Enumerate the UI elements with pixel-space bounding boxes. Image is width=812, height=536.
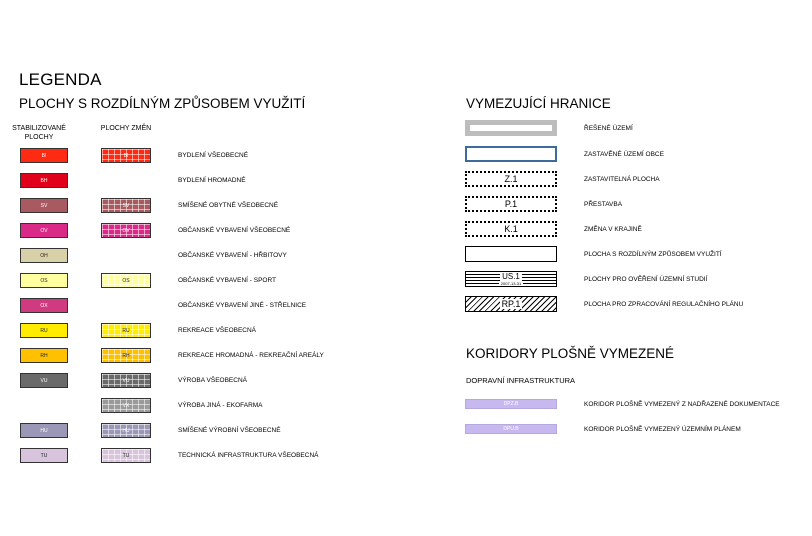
boundary-desc: ZMĚNA V KRAJINĚ xyxy=(584,226,642,233)
boundary-desc: ŘEŠENÉ ÚZEMÍ xyxy=(584,125,633,132)
corridors-heading: KORIDORY PLOŠNĚ VYMEZENÉ xyxy=(466,346,675,361)
change-swatch-os xyxy=(101,273,151,288)
stabilized-swatch-ov xyxy=(20,223,68,238)
swatch-code: BH xyxy=(40,177,48,184)
boundaries-heading: VYMEZUJÍCÍ HRANICE xyxy=(466,96,611,111)
swatch-code: BI xyxy=(41,152,47,159)
boundary-desc: PLOCHA PRO ZPRACOVÁNÍ REGULAČNÍHO PLÁNU xyxy=(584,301,744,308)
boundary-redevelopment-symbol xyxy=(465,196,557,212)
stabilized-swatch-hu xyxy=(20,423,68,438)
land-use-desc-ru: REKREACE VŠEOBECNÁ xyxy=(178,327,257,334)
stabilized-swatch-ru xyxy=(20,323,68,338)
boundary-buildable-label: Z.1 xyxy=(504,174,518,184)
swatch-code: RU xyxy=(122,327,130,334)
swatch-code: VU xyxy=(40,377,48,384)
stabilized-swatch-bh xyxy=(20,173,68,188)
boundary-desc: PŘESTAVBA xyxy=(584,201,623,208)
stabilized-swatch-tu xyxy=(20,448,68,463)
land-use-desc-os: OBČANSKÉ VYBAVENÍ - SPORT xyxy=(178,277,277,284)
stabilized-swatch-sv xyxy=(20,198,68,213)
boundary-study-symbol xyxy=(465,271,557,287)
swatch-code: RU xyxy=(40,327,48,334)
change-swatch-ru xyxy=(101,323,151,338)
land-use-desc-oh: OBČANSKÉ VYBAVENÍ - HŘBITOVY xyxy=(178,252,287,259)
swatch-code: OS xyxy=(122,277,130,284)
change-swatch-bi xyxy=(101,148,151,163)
boundary-desc: ZASTAVITELNÁ PLOCHA xyxy=(584,176,660,183)
swatch-code: OS xyxy=(40,277,48,284)
land-use-desc-vx: VÝROBA JINÁ - EKOFARMA xyxy=(178,402,263,409)
boundary-desc: PLOCHY PRO OVĚŘENÍ ÚZEMNÍ STUDIÍ xyxy=(584,276,708,283)
boundary-solved-area-symbol xyxy=(465,120,557,136)
stabilized-column-header: STABILIZOVANÉ PLOCHY xyxy=(12,125,66,141)
land-use-heading: PLOCHY S ROZDÍLNÝM ZPŮSOBEM VYUŽITÍ xyxy=(19,96,306,111)
corridors-subheading: DOPRAVNÍ INFRASTRUKTURA xyxy=(466,376,576,385)
swatch-code: OV xyxy=(40,227,48,234)
legend-title: LEGENDA xyxy=(19,70,102,89)
swatch-code: HU xyxy=(40,427,48,434)
boundary-study-label: US.1 xyxy=(502,271,520,281)
corridor-desc: KORIDOR PLOŠNĚ VYMEZENÝ Z NADŘAZENÉ DOKUMENTACE xyxy=(584,401,780,408)
change-swatch-ov xyxy=(101,223,151,238)
swatch-code: SV xyxy=(122,202,130,209)
boundary-desc: PLOCHA S ROZDÍLNÝM ZPŮSOBEM VYUŽITÍ xyxy=(584,251,722,258)
boundary-redevelopment-label: P.1 xyxy=(504,199,518,209)
land-use-desc-tu: TECHNICKÁ INFRASTRUKTURA VŠEOBECNÁ xyxy=(178,452,319,459)
stabilized-swatch-rh xyxy=(20,348,68,363)
change-swatch-hu xyxy=(101,423,151,438)
change-swatch-vu xyxy=(101,373,151,388)
corridor-plan-symbol xyxy=(465,424,557,434)
land-use-desc-hu: SMÍŠENÉ VÝROBNÍ VŠEOBECNÉ xyxy=(178,427,281,434)
corridor-parent-code: DPZ.B xyxy=(503,401,519,407)
swatch-code: VX xyxy=(122,402,130,409)
land-use-desc-sv: SMÍŠENÉ OBYTNÉ VŠEOBECNÉ xyxy=(178,202,279,209)
corridor-desc: KORIDOR PLOŠNĚ VYMEZENÝ ÚZEMNÍM PLÁNEM xyxy=(584,426,741,433)
boundary-buildable-symbol xyxy=(465,171,557,187)
stabilized-swatch-ox xyxy=(20,298,68,313)
change-swatch-tu xyxy=(101,448,151,463)
stabilized-swatch-oh xyxy=(20,248,68,263)
boundary-land-use-symbol xyxy=(465,246,557,262)
boundary-regulation-plan-label: RP.1 xyxy=(501,299,521,309)
change-column-header: PLOCHY ZMĚN xyxy=(100,125,152,132)
swatch-code: HU xyxy=(122,427,130,434)
swatch-code: TU xyxy=(122,452,130,459)
boundary-desc: ZASTAVĚNÉ ÚZEMÍ OBCE xyxy=(584,151,664,158)
swatch-code: OH xyxy=(40,252,48,259)
swatch-code: TU xyxy=(40,452,48,459)
change-swatch-rh xyxy=(101,348,151,363)
land-use-desc-bh: BYDLENÍ HROMADNÉ xyxy=(178,177,246,184)
land-use-desc-vu: VÝROBA VŠEOBECNÁ xyxy=(178,377,247,384)
swatch-code: SV xyxy=(40,202,48,209)
boundary-landscape-change-label: K.1 xyxy=(504,224,518,234)
change-swatch-sv xyxy=(101,198,151,213)
swatch-code: OX xyxy=(40,302,48,309)
swatch-code: RH xyxy=(122,352,130,359)
boundary-built-up-area-symbol xyxy=(465,146,557,162)
swatch-code: BI xyxy=(123,152,129,159)
land-use-desc-bi: BYDLENÍ VŠEOBECNÉ xyxy=(178,152,249,159)
swatch-code: OV xyxy=(122,227,130,234)
boundary-study-date: 2007-13-31 xyxy=(500,280,522,286)
boundary-regulation-plan-symbol xyxy=(465,296,557,312)
stabilized-swatch-vu xyxy=(20,373,68,388)
land-use-desc-ox: OBČANSKÉ VYBAVENÍ JINÉ - STŘELNICE xyxy=(178,302,307,309)
stabilized-swatch-os xyxy=(20,273,68,288)
corridor-plan-code: DPU.B xyxy=(503,426,519,432)
land-use-desc-ov: OBČANSKÉ VYBAVENÍ VŠEOBECNÉ xyxy=(178,227,291,234)
swatch-code: RH xyxy=(40,352,48,359)
change-swatch-vx xyxy=(101,398,151,413)
boundary-landscape-change-symbol xyxy=(465,221,557,237)
land-use-desc-rh: REKREACE HROMADNÁ - REKREAČNÍ AREÁLY xyxy=(178,352,324,359)
stabilized-swatch-bi xyxy=(20,148,68,163)
swatch-code: VU xyxy=(122,377,130,384)
corridor-parent-symbol xyxy=(465,399,557,409)
